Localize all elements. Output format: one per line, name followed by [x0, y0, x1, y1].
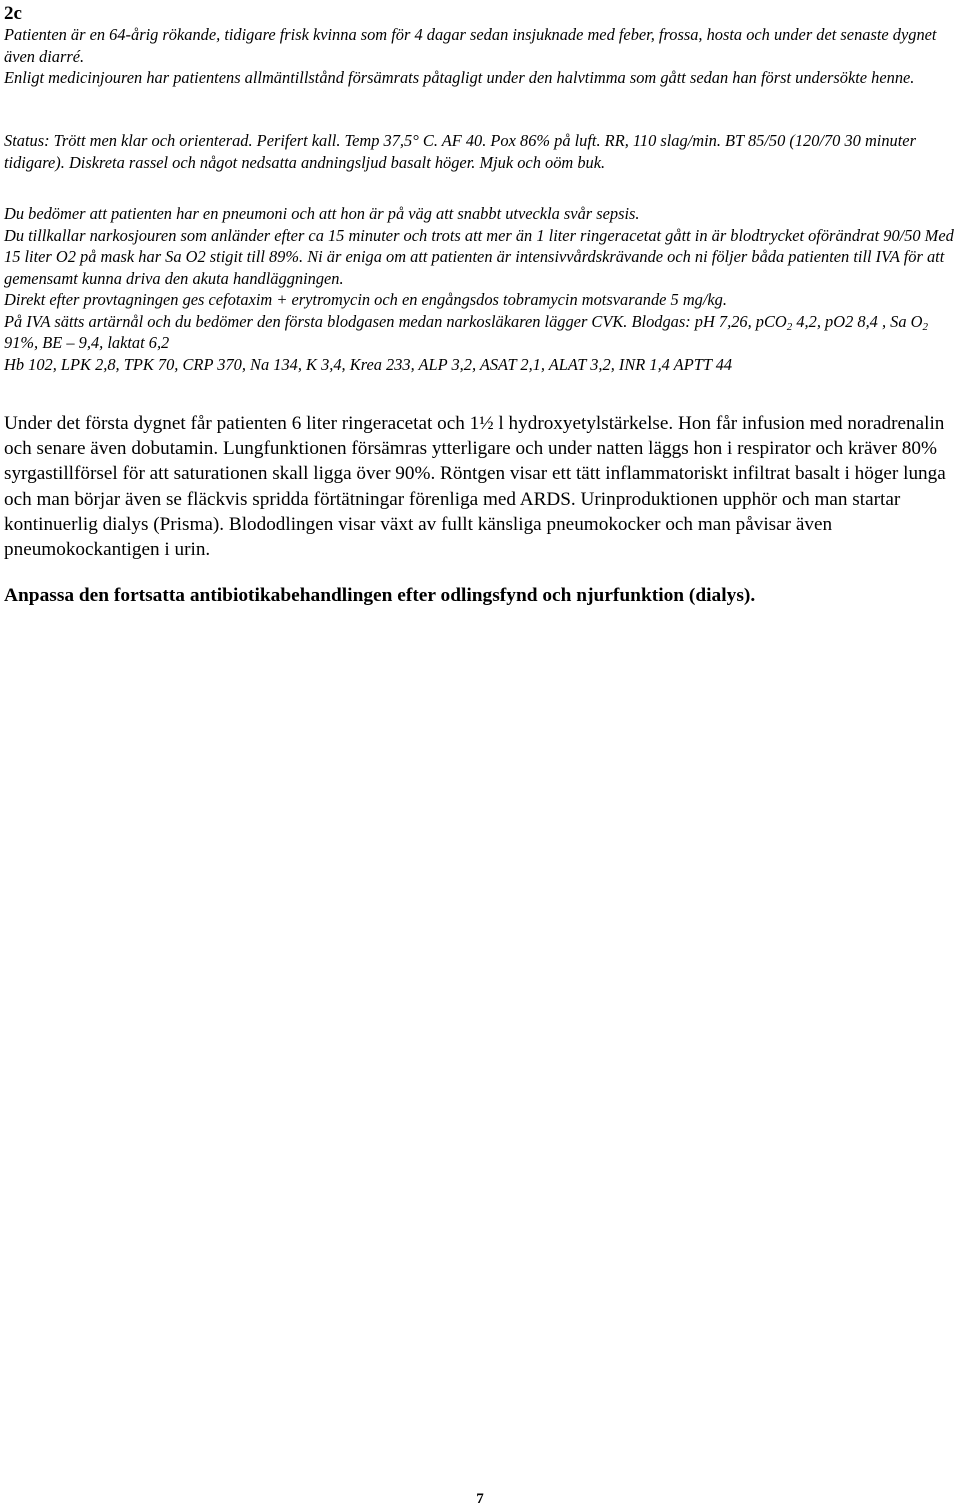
- iva-bloodgas-text: På IVA sätts artärnål och du bedömer den första blodgasen medan narkosläkaren lägger CVK. Blodgas: pH 7,26, pCO: [4, 311, 787, 331]
- iva-bloodgas-text-3: 91%, BE – 9,4, laktat 6,2: [4, 333, 170, 352]
- case-introduction: [4, 24, 954, 89]
- sao2-subscript: 2: [922, 320, 928, 333]
- iva-bloodgas-text-2: 4,2, pO2 8,4 , Sa O: [792, 311, 923, 331]
- intro-paragraph-patient: Patienten är en 64-årig rökande, tidigare frisk kvinna som för 4 dagar sedan insjuknade med feber, frossa, hosta och under det senaste dygnet även diarré.: [4, 25, 937, 66]
- assessment-paragraph: Du bedömer att patienten har en pneumoni och att hon är på väg att snabbt utveckla svår sepsis.: [4, 204, 640, 223]
- task-instruction: Anpassa den fortsatta antibiotikabehandlingen efter odlingsfynd och njurfunktion (dialys).: [4, 585, 756, 606]
- antibiotics-paragraph: Direkt efter provtagningen ges cefotaxim + erytromycin och en engångsdos tobramycin motsvarande 5 mg/kg.: [4, 290, 727, 309]
- sepsis-section: [4, 203, 954, 375]
- course-paragraph: Under det första dygnet får patienten 6 liter ringeracetat och 1½ l hydroxyetylstärkelse. Hon får infusion med noradrenalin och senare även dobutamin. Lungfunktionen försämras ytterligare och under natten läggs hon i respirator och kräver 80% syrgastillförsel för att saturationen skall ligga över 90%. Röntgen visar ett tätt inflammatoriskt infiltrat basalt i höger lunga och man börjar även se fläckvis spridda förtätningar förenliga med ARDS. Urinproduktionen upphör och man startar kontinuerlig dialys (Prisma). Blododlingen visar växt av fullt känsliga pneumokocker och man påvisar även pneumokockantigen i urin.: [4, 413, 946, 561]
- pco2-subscript: 2: [786, 320, 793, 333]
- section-heading: 2c: [4, 3, 22, 24]
- intro-paragraph-medicine-on-call: Enligt medicinjouren har patientens allmäntillstånd försämrats påtagligt under den halvtimma som gått sedan han först undersökte henne.: [4, 68, 915, 87]
- status-paragraph: Status: Trött men klar och orienterad. Perifert kall. Temp 37,5° C. AF 40. Pox 86% på luft. RR, 110 slag/min. BT 85/50 (120/70 30 minuter tidigare). Diskreta rassel och något nedsatta andningsljud basalt höger. Mjuk och oöm buk.: [4, 131, 916, 172]
- status-section: [4, 130, 954, 173]
- lab-values-paragraph: Hb 102, LPK 2,8, TPK 70, CRP 370, Na 134, K 3,4, Krea 233, ALP 3,2, ASAT 2,1, ALAT 3,2, INR 1,4 APTT 44: [4, 354, 733, 374]
- course-section: [4, 411, 954, 562]
- iva-bloodgas-paragraph: [4, 311, 954, 354]
- page-number: 7: [476, 1491, 484, 1507]
- anesthesia-paragraph: Du tillkallar narkosjouren som anländer efter ca 15 minuter och trots att mer än 1 liter ringeracetat gått in är blodtrycket oförändrat 90/50 Med 15 liter O2 på mask har Sa O2 stigit till 89%. Ni är eniga om att patienten är intensivvårdskrävande och ni följer båda patienten till IVA för att gemensamt kunna driva den akuta handläggningen.: [4, 225, 954, 288]
